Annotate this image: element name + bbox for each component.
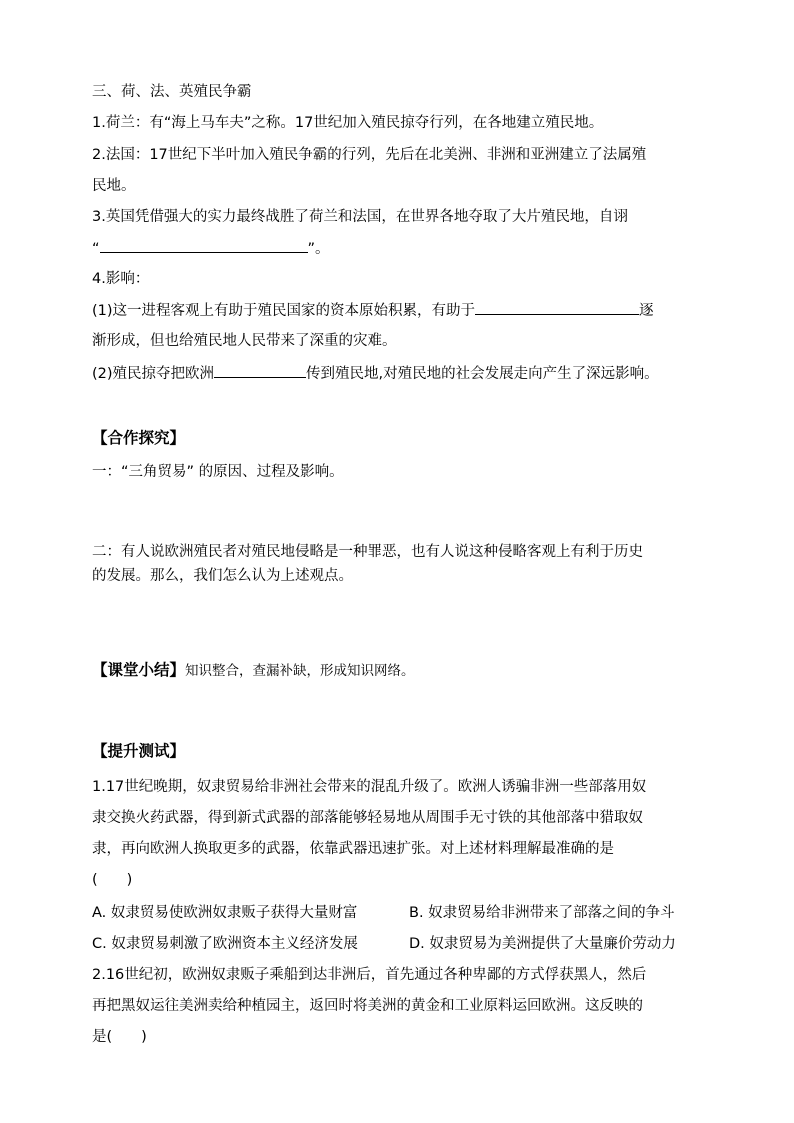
item-netherlands: 1.荷兰：有“海上马车夫”之称。17世纪加入殖民掠夺行列，在各地建立殖民地。	[92, 115, 604, 131]
test-q1-line3: 隶，再向欧洲人换取更多的武器，依靠武器迅速扩张。对上述材料理解最准确的是	[92, 841, 614, 857]
fill-blank[interactable]	[475, 300, 639, 315]
test-q1-line1: 1.17世纪晚期，奴隶贸易给非洲社会带来的混乱升级了。欧洲人诱骗非洲一些部落用奴	[92, 779, 647, 795]
test-heading: 【提升测试】	[92, 742, 186, 760]
option-b[interactable]: B. 奴隶贸易给非洲带来了部落之间的争斗	[409, 905, 675, 921]
section-title: 三、荷、法、英殖民争霸	[92, 84, 252, 100]
test-q2-line1: 2.16世纪初，欧洲奴隶贩子乘船到达非洲后，首先通过各种卑鄙的方式俘获黑人，然后	[92, 967, 647, 983]
impact-1-text: (1)这一进程客观上有助于殖民国家的资本原始积累，有助于	[92, 303, 476, 319]
test-q2-line3: 是( )	[92, 1029, 147, 1045]
cooperation-heading: 【合作探究】	[92, 429, 186, 447]
impact-2-text-tail: 传到殖民地,对殖民地的社会发展走向产生了深远影响。	[306, 366, 659, 382]
impact-1-text-tail: 逐	[639, 303, 654, 319]
impact-2-text: (2)殖民掠夺把欧洲	[92, 366, 215, 382]
impact-1-line2: 渐形成，但也给殖民地人民带来了深重的灾难。	[92, 333, 397, 349]
item-britain-line1: 3.英国凭借强大的实力最终战胜了荷兰和法国，在世界各地夺取了大片殖民地，自诩	[92, 209, 628, 225]
item-france-line1: 2.法国：17世纪下半叶加入殖民争霸的行列，先后在北美洲、非洲和亚洲建立了法属殖	[92, 147, 647, 163]
summary-heading: 【课堂小结】	[92, 661, 186, 679]
option-c[interactable]: C. 奴隶贸易刺激了欧洲资本主义经济发展	[92, 936, 358, 952]
impact-2	[92, 363, 659, 384]
summary	[92, 660, 415, 681]
impact-1-line1	[92, 300, 654, 321]
test-q1-line2: 隶交换火药武器，得到新式武器的部落能够轻易地从周围手无寸铁的其他部落中猎取奴	[92, 810, 643, 826]
cooperation-q1: 一：“三角贸易” 的原因、过程及影响。	[92, 464, 344, 480]
item-impact: 4.影响：	[92, 271, 150, 287]
test-q2-line2: 再把黑奴运往美洲卖给种植园主，返回时将美洲的黄金和工业原料运回欧洲。这反映的	[92, 998, 643, 1014]
option-d[interactable]: D. 奴隶贸易为美洲提供了大量廉价劳动力	[409, 936, 676, 952]
summary-text: 知识整合，查漏补缺，形成知识网络。	[185, 663, 415, 679]
open-quote: “	[92, 241, 100, 257]
cooperation-q2-line2: 的发展。那么，我们怎么认为上述观点。	[92, 568, 353, 584]
test-q1-answer-paren: ( )	[92, 872, 133, 888]
option-a[interactable]: A. 奴隶贸易使欧洲奴隶贩子获得大量财富	[92, 905, 358, 921]
fill-blank[interactable]	[214, 363, 306, 378]
close-quote: ”。	[307, 241, 330, 257]
cooperation-q2-line1: 二：有人说欧洲殖民者对殖民地侵略是一种罪恶，也有人说这种侵略客观上有利于历史	[92, 544, 643, 560]
item-britain-line2	[92, 238, 330, 259]
fill-blank[interactable]	[100, 238, 308, 253]
item-france-line2: 民地。	[92, 178, 136, 194]
